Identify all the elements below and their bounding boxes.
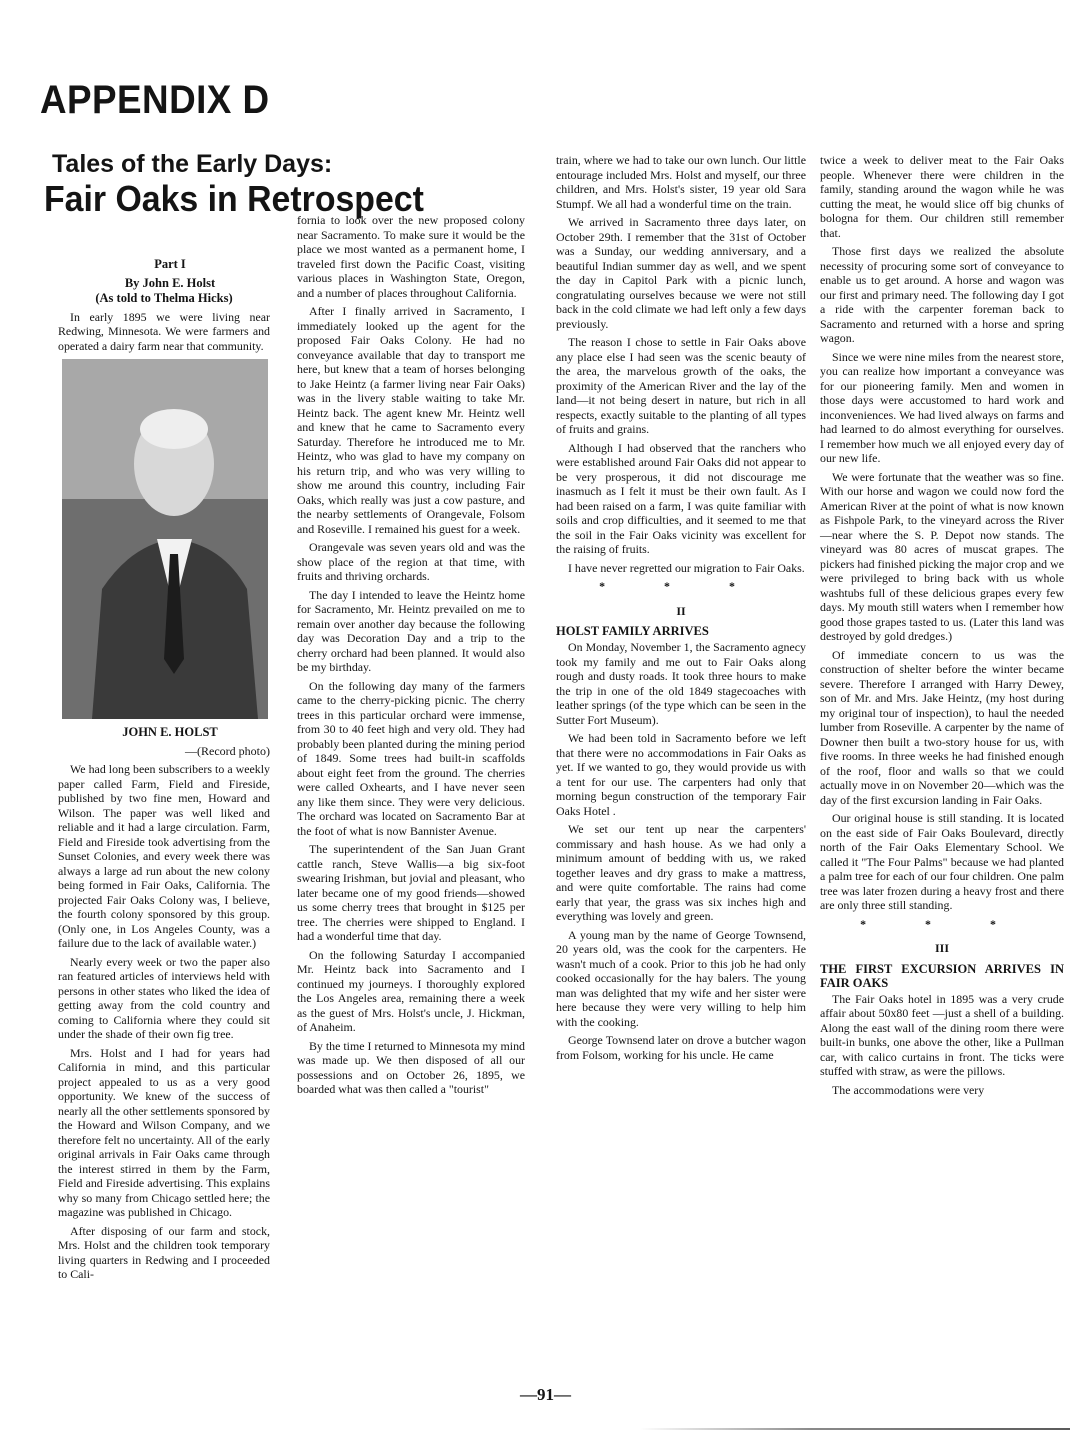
byline-author: By John E. Holst [124,275,216,290]
paragraph: The superintendent of the San Juan Grant cattle ranch, Steve Wallis—a big six-foot swearing Irishman, but jovial and pleasant, who later became one of my good friends—showed us some cherry trees that brought in $125 per tree. The cherries were shipped to England. I had a wonderful time that day. [297,842,525,943]
paragraph: The reason I chose to settle in Fair Oaks above any place else I had seen was the scenic beauty of the area, the marvelous growth of the oaks, the proximity of the American River and the lay of the land—it not being desert in nature, but rich in all respects, exactly suitable to the planting of all types of fruits and grains. [556,335,806,436]
paragraph: On the following day many of the farmers came to the cherry-picking picnic. The cherry trees in this particular orchard were immense, from 30 to 40 feet high and very old. They had probably been planted during the mining period of 1849. Some trees had built-in scaffolds about eight feet from the ground. The cherries were called Oxhearts, and I have never seen any like them since. They were very delicious. The orchard was located on Sacramento Bar at the foot of what is now Bannister Avenue. [297,678,525,838]
paragraph: On the following Saturday I accompanied Mr. Heintz back into Sacramento and I continued my journeys. I thoroughly explored the Los Angeles area, remaining there a week as the guest of Mrs. Holst's uncle, J. Hickman, of Anaheim. [297,947,525,1034]
paragraph: Mrs. Holst and I had for years had California in mind, and this particular project appealed to us as a very good opportunity. We knew of the success of nearly all the other settlements sponsored by the Howard and Wilson Company, and we therefore felt no uncertainty. All of the early original arrivals in Fair Oaks came through the interest stirred in them by the Farm, Field and Fireside advertising. This explains why so many from Chicago settled here; the magazine was published in Chicago. [58,1045,270,1219]
paragraph: After I finally arrived in Sacramento, I immediately looked up the agent for the proposed Fair Oaks Colony. He had no conveyance available that day to transport me here, but knew that a team of horses belonging to Jake Heintz (a farmer living near Fair Oaks) was in the livery stable waiting to take Mr. Heintz back. The agent knew Mr. Heintz well and knew that he came to Sacramento every Saturday. Therefore he introduced me to Mr. Heintz, who was glad to have my company on his return trip, and who was very willing to show me around this country, including Fair Oaks, which really was just a cow pasture, and the nearby settlements of Orangevale, Folsom and Roseville. I remained his guest for a week. [297,304,525,536]
page-number: —91— [520,1385,571,1404]
scan-edge-rule [640,1428,1070,1430]
paragraph: train, where we had to take our own lunch. Our little entourage included Mrs. Holst and myself, our three children, and Mrs. Holst's sister, 19 year old Sara Stumpf. We all had a wonderful time on the train. [556,153,806,211]
paragraph: Nearly every week or two the paper also ran featured articles of interviews held with persons in other states who liked the idea of getting away from the cold country and coming to California where they could sit under the shade of their own fig tree. [58,954,270,1041]
paragraph: The Fair Oaks hotel in 1895 was a very crude affair about 50x80 feet —just a shell of a building. Along the east wall of the dining room there were built-in bunks, one above the other, like a Pullman car, with calico curtains in front. The ticks were stuffed with straw, as were the pillows. [820,991,1064,1078]
paragraph: Orangevale was seven years old and was the show place of the region at that time, with fruits and thriving orchards. [297,540,525,583]
section-heading: THE FIRST EXCURSION ARRIVES IN FAIR OAKS [820,961,1064,990]
paragraph: Of immediate concern to us was the construction of shelter before the winter became severe. Therefore I arranged with Harry Dewey, son of Mr. and Mrs. Jake Heintz, (my host during my original tour of inspection), to haul the needed lumber from Roseville. A carpenter by the name of Downer then built a two-story house for us, with five rooms. In three weeks he had finished enough of the roof, floor and walls so that we could actually move in on November 20—which was the day of the first excursion landing in Fair Oaks. [820,647,1064,807]
paragraph: The day I intended to leave the Heintz home for Sacramento, Mr. Heintz prevailed on me to remain over another day because the following day was Decoration Day and a trip to the cherry orchard had been planned. It would also be my birthday. [297,587,525,674]
photo-caption-credit: —(Record photo) [185,743,270,758]
section-number: III [934,941,949,955]
portrait-illustration [62,359,268,719]
paragraph: By the time I returned to Minnesota my mind was made up. We then disposed of all our possessions and on October 26, 1895, we boarded what was then called a "tourist" [297,1038,525,1096]
headline: Fair Oaks in Retrospect [44,178,424,219]
paragraph: George Townsend later on drove a butcher wagon from Folsom, working for his uncle. He came [556,1033,806,1062]
section-heading: HOLST FAMILY ARRIVES [556,624,709,638]
portrait-photo [62,359,268,719]
paragraph: After disposing of our farm and stock, Mrs. Holst and the children took temporary living quarters in Redwing and I proceeded to Cali- [58,1223,270,1281]
paragraph: Although I had observed that the ranchers who were established around Fair Oaks did not appear to be very prosperous, it did not discourage me inasmuch as I felt it must be their own fault. As I had been raised on a farm, I was quite familiar with soils and crop difficulties, and it seemed to me that the soil in the Fair Oaks vicinity was excellent for the raising of fruits. [556,440,806,556]
paragraph: In early 1895 we were living near Redwing, Minnesota. We were farmers and operated a dairy farm near that community. [58,309,270,353]
column-4 [820,153,1064,1101]
paragraph: We set our tent up near the carpenters' commissary and hash house. As we had only a minimum amount of bedding with us, we raked together leaves and dry grass to make a mattress, and were quite comfortable. The rains had come early that year, the grass was six inches high and everything was lovely and green. [556,822,806,923]
column-2 [297,213,525,1101]
paragraph: Since we were nine miles from the nearest store, you can realize how important a conveyance was for our pioneering family. Men and women in those days were accustomed to hard work and inconveniences. We had lived always on farms and had learned to do almost everything for ourselves. I remember how much we all enjoyed every day of our new life. [820,349,1064,465]
paragraph: We arrived in Sacramento three days later, on October 29th. I remember that the 31st of October was a Sunday, our wedding anniversary, and a beautiful Indian summer day as well, and we spent the day in Capitol Park with a picnic lunch, congratulating ourselves because we were not still back in the cold climate we had left only a few days previously. [556,215,806,331]
paragraph: twice a week to deliver meat to the Fair Oaks people. Whenever there were children in the family, standing around the wagon while he was cutting the meat, he would slice off big chunks of bologna for them. Our children still remember that. [820,153,1064,240]
paragraph: I have never regretted our migration to Fair Oaks. [568,560,805,575]
appendix-label: APPENDIX D [40,78,270,122]
paragraph: Those first days we realized the absolute necessity of procuring some sort of conveyance to enable us to get around. A horse and wagon was our first and primary need. The following day I got a ride with the carpenter foreman back to Sacramento and returned with a horse and spring wagon. [820,244,1064,345]
column-1 [58,257,270,1286]
section-divider-stars: * * * [599,579,763,593]
paragraph: We had been told in Sacramento before we left that there were no accommodations in Fair Oaks as yet. If we wanted to go, they would provide us with a tent for our use. The carpenters had only that morning begun construction of the temporary Fair Oaks Hotel . [556,731,806,818]
section-divider-stars: * * * [860,916,1024,931]
column-3 [556,153,806,1066]
byline [58,276,270,306]
paragraph: We were fortunate that the weather was so fine. With our horse and wagon we could now ford the American River at the point of what is now known as Fishpole Park, to the vineyard across the River—near where the S. P. Depot now stands. The vineyard was 80 acres of muscat grapes. The pickers had finished picking the major crop and we were privileged to bring back with us whole washtubs full of these delicious grapes every few days. My mouth still waters when I remember how good those grapes tasted to us. (Later this land was destroyed by gold dredges.) [820,469,1064,643]
paragraph: We had long been subscribers to a weekly paper called Farm, Field and Fireside, published by two fine men, Howard and Wilson. The paper was well liked and reliable and it had a large circulation. Farm, Field and Fireside took advertising from the Sunset Colonies, and every week there was always a large ad run about the new colony being formed in Fair Oaks, California. The projected Fair Oaks Colony was, I believe, the fourth colony sponsored by this group. (Only one, in Los Angeles County, was a failure due to the lack of available water.) [58,762,270,950]
paragraph: On Monday, November 1, the Sacramento agnecy took my family and me out to Fair Oaks along rough and dusty roads. It took three hours to make the trip in one of the old 1849 stagecoaches with leather springs (of the type which can be seen in the Sutter Fort Museum). [556,640,806,727]
photo-caption-name: JOHN E. HOLST [122,725,218,739]
paragraph: fornia to look over the new proposed colony near Sacramento. To make sure it would be the place we most wanted as a permanent home, I traveled first down the Pacific Coast, visiting various places in Washington State, Oregon, and a number of places throughout California. [297,213,525,300]
section-number: II [676,603,686,618]
paragraph: The accommodations were very [832,1082,985,1097]
paragraph: A young man by the name of George Townsend, 20 years old, was the cook for the carpenters. He wasn't much of a cook. Prior to this job he had only cooked occasionally for the hay balers. The young man was delighted that my wife and her sister were here because they were very willing to help him with the cooking. [556,927,806,1029]
part-label: Part I [154,257,186,271]
headline-kicker: Tales of the Early Days: [52,150,333,178]
paragraph: Our original house is still standing. It is located on the east side of Fair Oaks Boulevard, directly north of the Fair Oaks Elementary School. We called it "The Four Palms" because we had planted a palm tree for each of our four children. One palm tree was later frozen during a heavy frost and there are only three still standing. [820,811,1064,912]
byline-told-to: (As told to Thelma Hicks) [95,290,233,305]
